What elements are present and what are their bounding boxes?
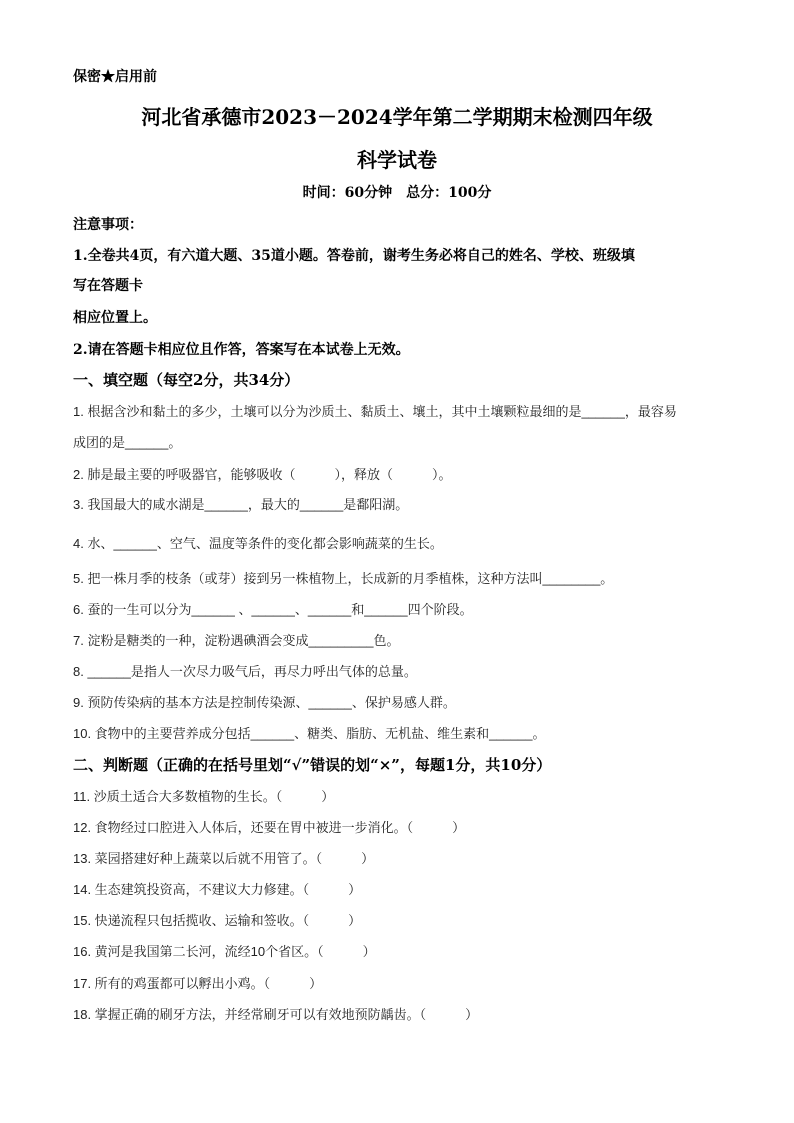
- question-9: 9. 预防传染病的基本方法是控制传染源、______、保护易感人群。: [73, 695, 456, 710]
- question-6: 6. 蚕的一生可以分为______ 、______、______和______四个阶段。: [73, 602, 473, 617]
- question-13: 13. 菜园搭建好种上蔬菜以后就不用管了。（ ）: [73, 851, 375, 866]
- section-2-heading: 二、判断题（正确的在括号里划“√”错误的划“×”，每题1分，共10分）: [73, 756, 552, 774]
- question-7: 7. 淀粉是糖类的一种，淀粉遇碘酒会变成_________色。: [73, 633, 400, 648]
- question-8: 8. ______是指人一次尽力吸气后，再尽力呼出气体的总量。: [73, 664, 417, 679]
- question-1: 1. 根据含沙和黏土的多少，土壤可以分为沙质土、黏质土、壤土，其中土壤颗粒最细的是______，最容易: [73, 404, 677, 419]
- question-12: 12. 食物经过口腔进入人体后，还要在胃中被进一步消化。（ ）: [73, 820, 466, 835]
- question-14: 14. 生态建筑投资高，不建议大力修建。（ ）: [73, 882, 362, 897]
- question-4: 4. 水、______、空气、温度等条件的变化都会影响蔬菜的生长。: [73, 536, 443, 551]
- question-2: 2. 肺是最主要的呼吸器官，能够吸收（ ），释放（ ）。: [73, 467, 452, 482]
- notice-item-1: 1.全卷共4页，有六道大题、35道小题。答卷前，谢考生务必将自己的姓名、学校、班级填: [73, 248, 635, 264]
- time-and-score: 时间：60分钟 总分：100分: [302, 185, 492, 201]
- section-1-heading: 一、填空题（每空2分，共34分）: [73, 371, 300, 389]
- notice-item-2: 2.请在答题卡相应位且作答，答案写在本试卷上无效。: [73, 342, 410, 358]
- notice-heading: 注意事项：: [73, 217, 143, 233]
- question-3: 3. 我国最大的咸水湖是______，最大的______是鄱阳湖。: [73, 497, 409, 512]
- notice-item-1-cont: 写在答题卡: [73, 278, 143, 294]
- question-18: 18. 掌握正确的刷牙方法，并经常刷牙可以有效地预防龋齿。（ ）: [73, 1007, 479, 1022]
- confidential-label: 保密★启用前: [73, 69, 157, 85]
- question-10: 10. 食物中的主要营养成分包括______、糖类、脂肪、无机盐、维生素和______。: [73, 726, 546, 741]
- question-5: 5. 把一株月季的枝条（或芽）接到另一株植物上，长成新的月季植株，这种方法叫________。: [73, 571, 614, 586]
- notice-item-1-end: 相应位置上。: [73, 310, 157, 326]
- question-17: 17. 所有的鸡蛋都可以孵出小鸡。（ ）: [73, 976, 323, 991]
- exam-subtitle: 科学试卷: [357, 148, 437, 172]
- exam-title: 河北省承德市2023－2024学年第二学期期末检测四年级: [141, 105, 653, 129]
- question-11: 11. 沙质土适合大多数植物的生长。（ ）: [73, 789, 335, 804]
- question-16: 16. 黄河是我国第二长河，流经10个省区。（ ）: [73, 944, 376, 959]
- question-1-cont: 成团的是______。: [73, 435, 182, 450]
- question-15: 15. 快递流程只包括揽收、运输和签收。（ ）: [73, 913, 362, 928]
